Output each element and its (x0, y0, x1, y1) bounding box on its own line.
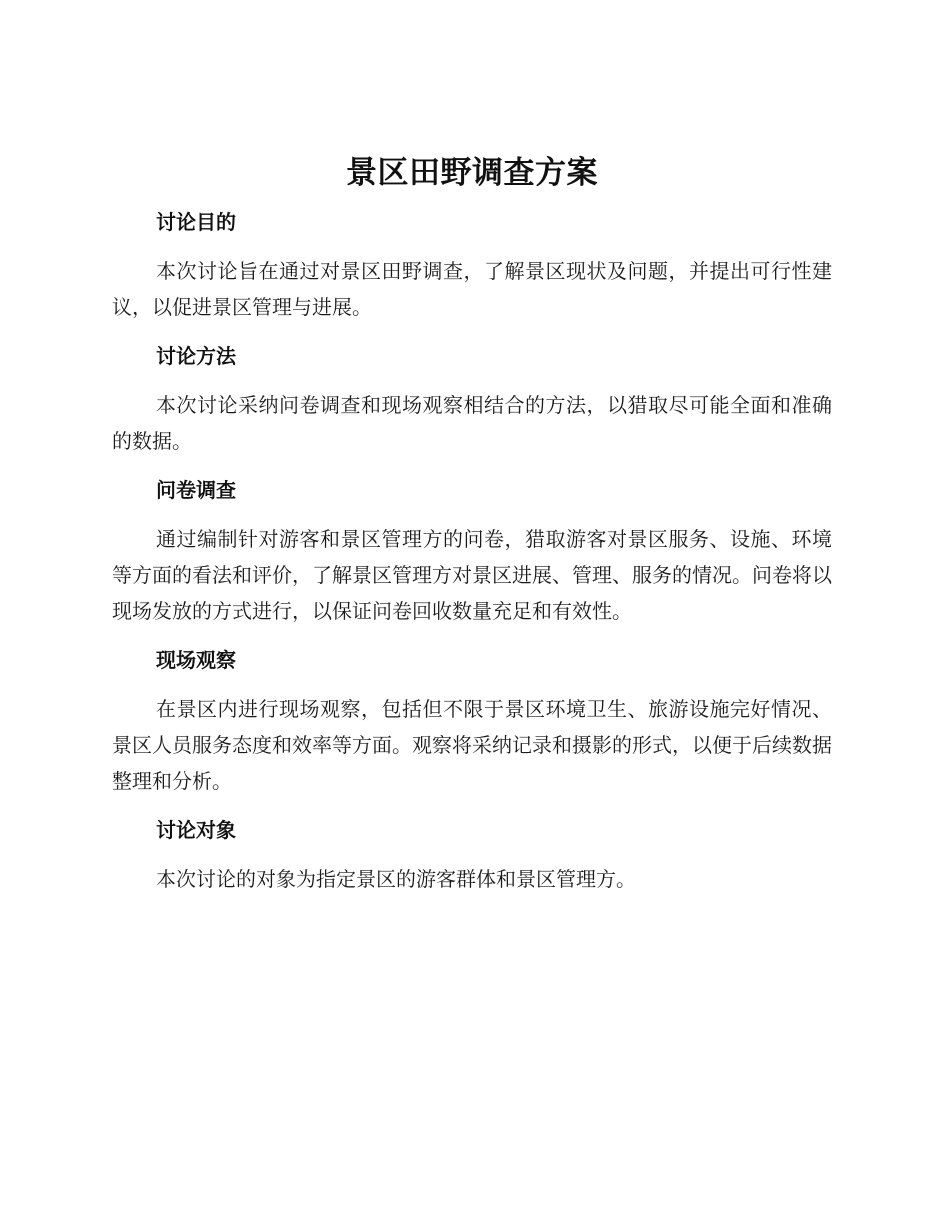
section-purpose (112, 208, 832, 325)
section-heading: 讨论目的 (156, 210, 236, 234)
section-method (112, 342, 832, 459)
section-paragraph: 本次讨论旨在通过对景区田野调查，了解景区现状及问题，并提出可行性建议，以促进景区管理与进展。 (112, 259, 832, 319)
section-subjects (112, 816, 832, 897)
section-paragraph: 通过编制针对游客和景区管理方的问卷，猎取游客对景区服务、设施、环境等方面的看法和评价，了解景区管理方对景区进展、管理、服务的情况。问卷将以现场发放的方式进行，以保证问卷回收数量充足和有效性。 (112, 527, 832, 623)
section-field-observation (112, 646, 832, 799)
section-heading: 现场观察 (156, 648, 236, 672)
section-paragraph: 本次讨论的对象为指定景区的游客群体和景区管理方。 (156, 867, 636, 891)
section-heading: 问卷调查 (156, 478, 236, 502)
section-paragraph: 本次讨论采纳问卷调查和现场观察相结合的方法，以猎取尽可能全面和准确的数据。 (112, 393, 832, 453)
document-title: 景区田野调查方案 (346, 155, 598, 191)
section-paragraph: 在景区内进行现场观察，包括但不限于景区环境卫生、旅游设施完好情况、景区人员服务态度和效率等方面。观察将采纳记录和摄影的形式，以便于后续数据整理和分析。 (112, 697, 832, 793)
section-heading: 讨论对象 (156, 818, 236, 842)
section-heading: 讨论方法 (156, 344, 236, 368)
section-questionnaire (112, 476, 832, 629)
document-page (112, 150, 832, 897)
